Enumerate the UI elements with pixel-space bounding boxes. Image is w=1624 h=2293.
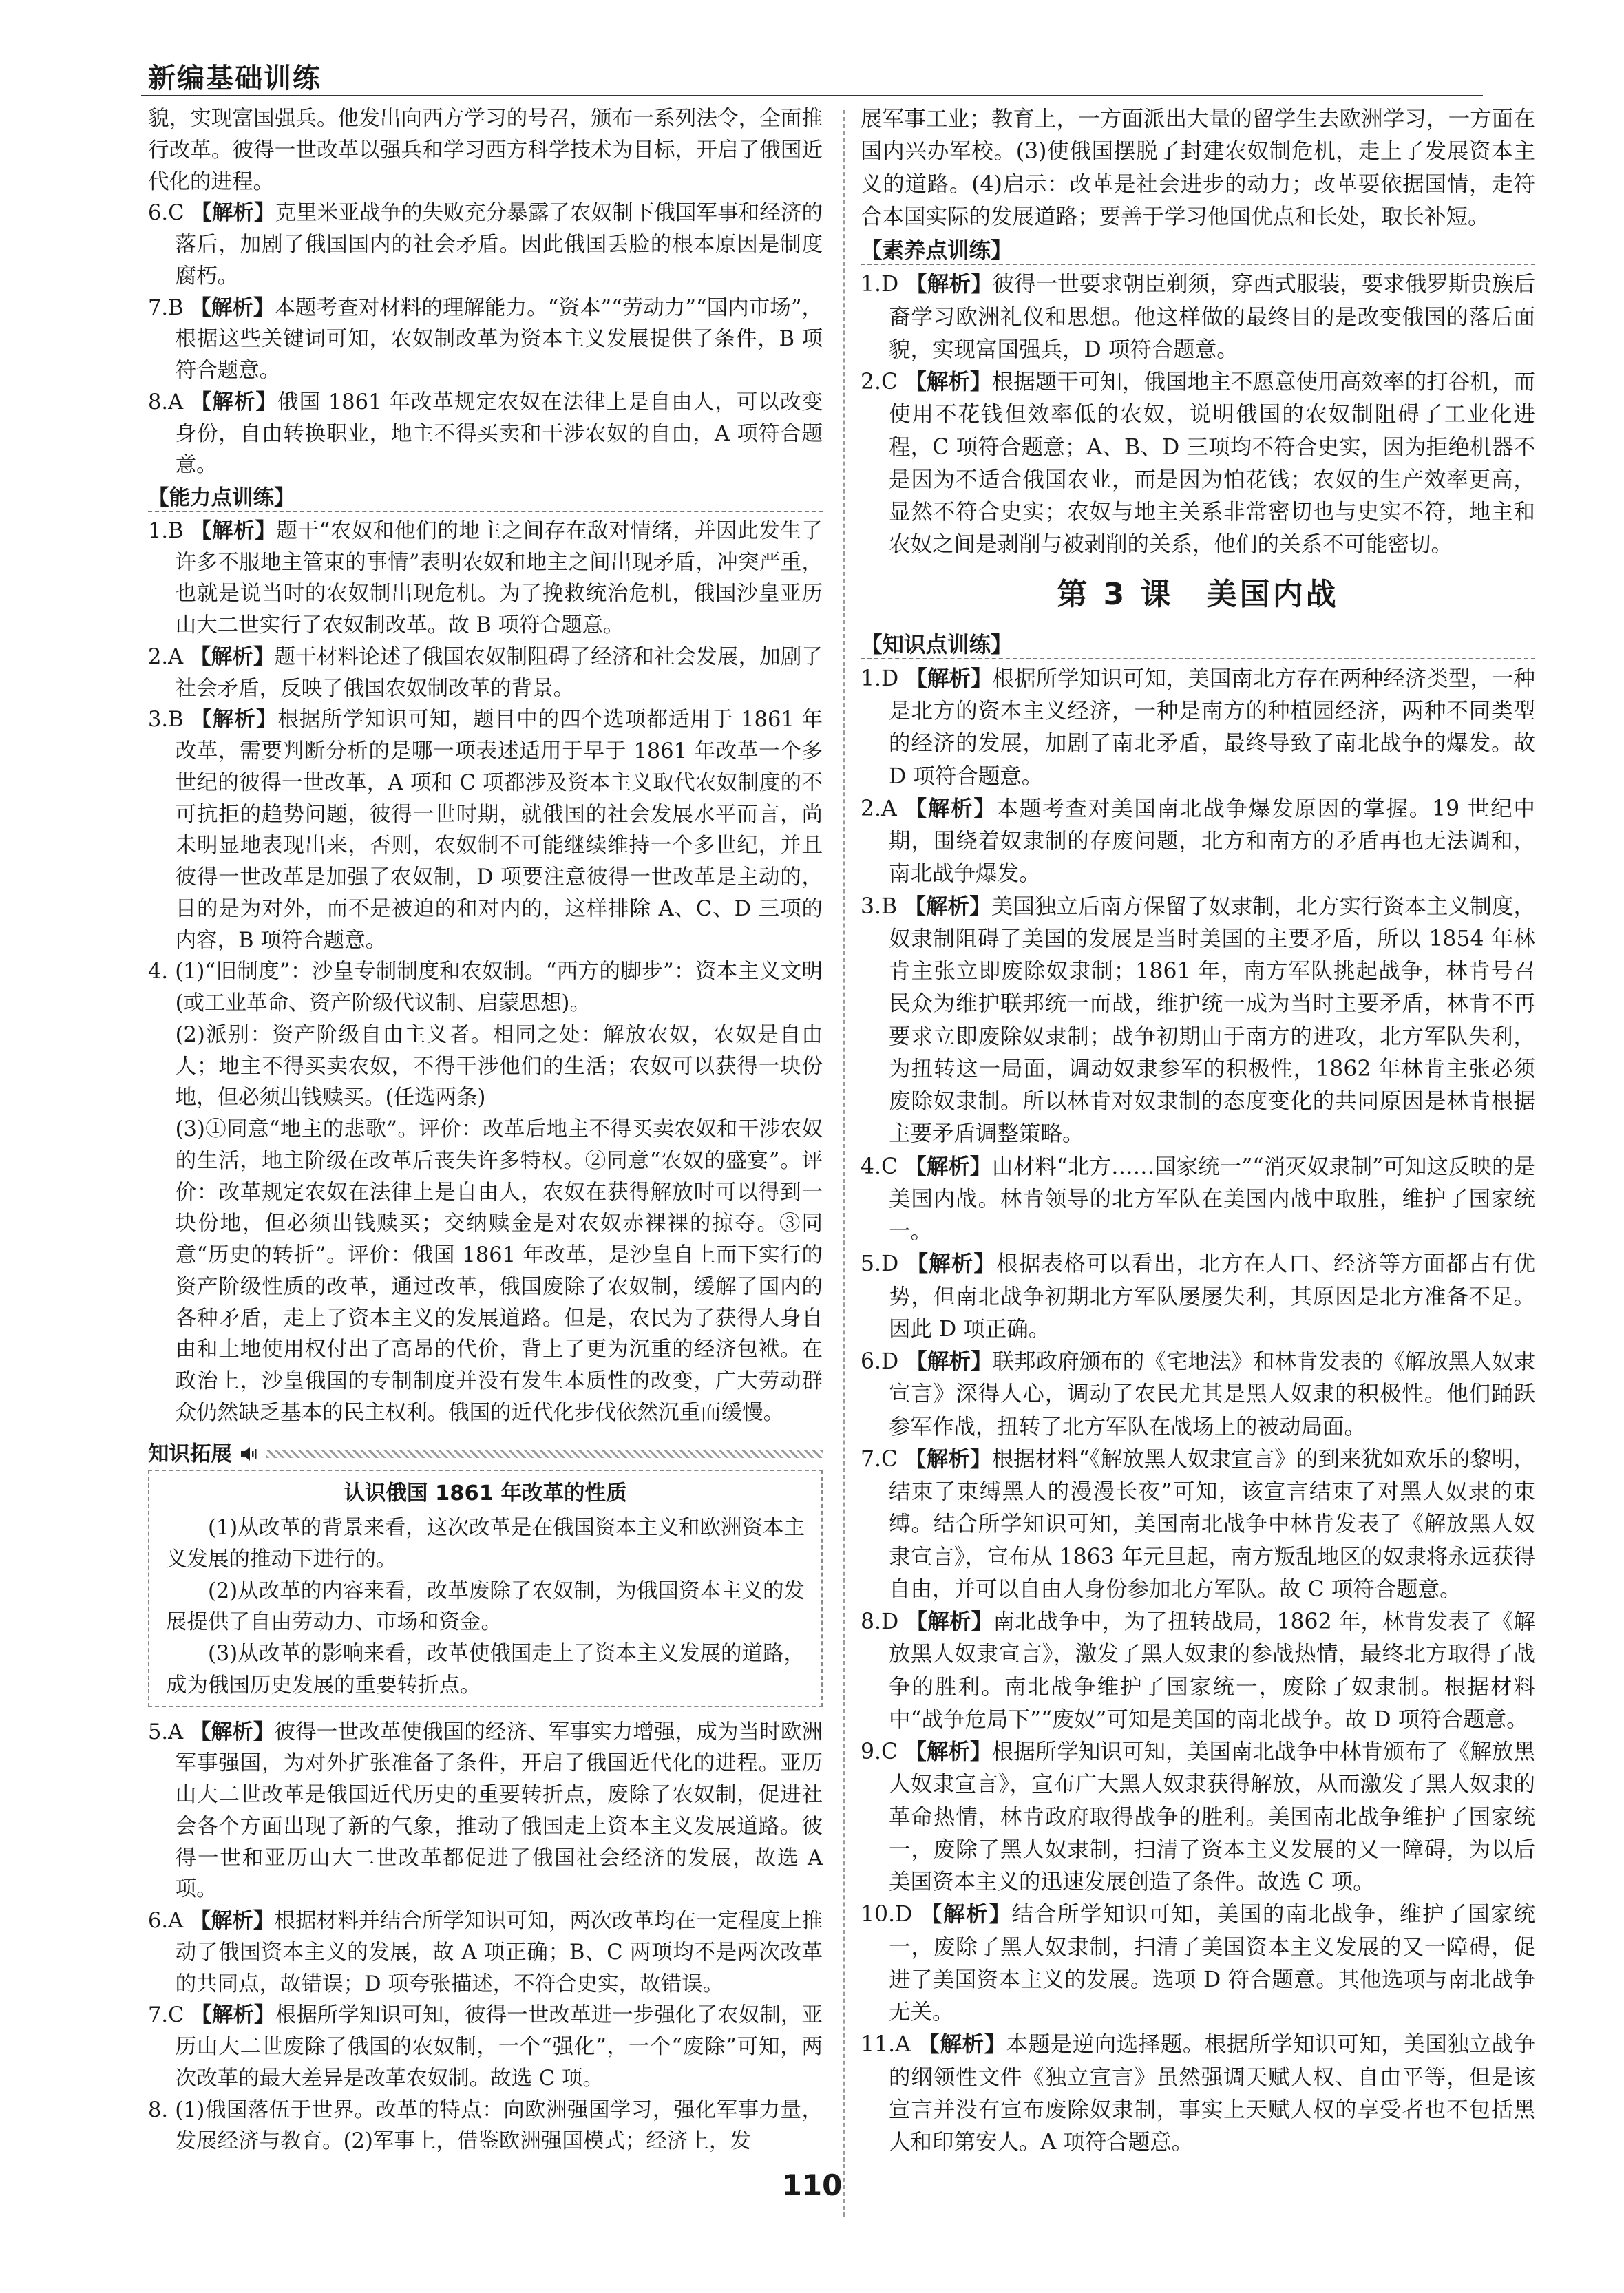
analysis-tag: 【解析】 <box>905 1446 992 1472</box>
knowledge-extension-label: 知识拓展 <box>148 1441 232 1466</box>
answer-number: 7.B <box>148 295 191 320</box>
analysis-tag: 【解析】 <box>905 272 993 297</box>
answer-text: 本题是逆向选择题。根据所学知识可知，美国独立战争的纲领性文件《独立宣言》虽然强调天赋人权、自由平等，但是该宣言并没有宣布废除奴隶制，事实上天赋人权的享受者也不包括黑人和印第安人。A 项符合题意。 <box>888 2032 1535 2155</box>
knowledge-extension-title: 认识俄国 1861 年改革的性质 <box>344 1481 627 1506</box>
answer-text: 根据题干可知，俄国地主不愿意使用高效率的打谷机，而使用不花钱但效率低的农奴，说明俄国的农奴制阻碍了工业化进程，C 项符合题意；A、B、D 三项均不符合史实，因为拒绝机器不是因为不适合俄国农业，而是因为怕花钱；农奴的生产效率更高，显然不符合史实；农奴与地主关系非常密切也与史实不符，地主和农奴之间是剥削与被剥削的关系，他们的关系不可能密切。 <box>888 370 1535 558</box>
knowledge-extension-header <box>148 1439 823 1470</box>
answer-number: 10.D <box>861 1902 920 1927</box>
answer-number: 9.C <box>861 1740 905 1764</box>
right-answer-list-2 <box>861 663 1535 2159</box>
answer-text: (1)俄国落伍于世界。改革的特点：向欧洲强国学习，强化军事力量，发展经济与教育。(2)军事上，借鉴欧洲强国模式；经济上，发 <box>175 2097 823 2154</box>
analysis-tag: 【解析】 <box>906 1251 997 1277</box>
answer-text: 彼得一世改革使俄国的经济、军事实力增强，成为当时欧洲军事强国，为对外扩张准备了条件，开启了俄国近代化的进程。亚历山大二世改革是俄国近代历史的重要转折点，废除了农奴制，促进社会各个方面出现了新的气象，推动了俄国走上资本主义发展道路。彼得一世和亚历山大二世改革都促进了俄国社会经济的发展，故选 A 项。 <box>175 1720 823 1902</box>
answer-text: 题干“农奴和他们的地主之间存在敌对情绪，并因此发生了许多不服地主管束的事情”表明农奴和地主之间出现矛盾，冲突严重，也就是说当时的农奴制出现危机。为了挽救统治危机，俄国沙皇亚历山大二世实行了农奴制改革。故 B 项符合题意。 <box>175 518 823 637</box>
answer-item <box>861 1346 1535 1444</box>
answer-item <box>148 516 823 642</box>
answer-item <box>148 1717 823 1906</box>
answer-text: 题干材料论述了俄国农奴制阻碍了经济和社会发展，加剧了社会矛盾，反映了俄国农奴制改革的背景。 <box>175 644 823 701</box>
analysis-tag: 【解析】 <box>191 708 278 732</box>
analysis-tag: 【解析】 <box>190 518 277 543</box>
answer-text: 根据所学知识可知，题目中的四个选项都适用于 1861 年改革，需要判断分析的是哪一项表述适用于早于 1861 年改革一个多世纪的彼得一世改革，A 项和 C 项都涉及资本主义取代农奴制度的不可抗拒的趋势问题，彼得一世时期，就俄国的社会发展水平而言，尚未明显地表现出来，否则，农奴制不可能继续维持一个多世纪，并且彼得一世改革是加强了农奴制，D 项要注意彼得一世改革是主动的，目的是为对外，而不是被迫的和对内的，这样排除 A、C、D 三项的内容，B 项符合题意。 <box>175 708 823 953</box>
answer-item <box>148 956 823 1019</box>
answer-text: 美国独立后南方保留了奴隶制，北方实行资本主义制度，奴隶制阻碍了美国的发展是当时美国的主要矛盾，所以 1854 年林肯主张立即废除奴隶制；1861 年，南方军队挑起战争，林肯号召民众为维护联邦统一而战，维护统一成为当时主要矛盾，林肯不再要求立即废除奴隶制；战争初期由于南方的进攻，北方军队失利，为扭转这一局面，调动奴隶参军的积极性，1862 年林肯主张必须废除奴隶制。所以林肯对奴隶制的态度变化的共同原因是林肯根据主要矛盾调整策略。 <box>888 894 1535 1147</box>
analysis-tag: 【解析】 <box>918 2032 1006 2058</box>
answer-number: 8.D <box>861 1609 906 1634</box>
answer-text: 俄国 1861 年改革规定农奴在法律上是自由人，可以改变身份，自由转换职业，地主不得买卖和干涉农奴的自由，A 项符合题意。 <box>175 390 823 478</box>
answer-item <box>148 198 823 292</box>
paragraph: (3)①同意“地主的悲歌”。评价：改革后地主不得买卖农奴和干涉农奴的生活，地主阶级在改革后丧失许多特权。②同意“农奴的盛宴”。评价：改革规定农奴在法律上是自由人，农奴在获得解放时可以得到一块份地，但必须出钱赎买；交纳赎金是对农奴赤裸裸的掠夺。③同意“历史的转折”。评价：俄国 1861 年改革，是沙皇自上而下实行的资产阶级性质的改革，通过改革，俄国废除了农奴制，缓解了国内的各种矛盾，走上了资本主义的发展道路。但是，农民为了获得人身自由和土地使用权付出了高昂的代价，背上了更为沉重的经济包袱。在政治上，沙皇俄国的专制制度并没有发生本质性的改变，广大劳动群众仍然缺乏基本的民主权利。俄国的近代化步伐依然沉重而缓慢。 <box>175 1117 823 1425</box>
right-continuation-paragraph: 展军事工业；教育上，一方面派出大量的留学生去欧洲学习，一方面在国内兴办军校。(3)使俄国摆脱了封建农奴制危机，走上了发展资本主义的道路。(4)启示：改革是社会进步的动力；改革要依据国情，走符合本国实际的发展道路；要善于学习他国优点和长处，取长补短。 <box>861 107 1535 229</box>
answer-text: 南北战争中，为了扭转战局，1862 年，林肯发表了《解放黑人奴隶宣言》，激发了黑人奴隶的参战热情，最终北方取得了战争的胜利。南北战争维护了国家统一，废除了奴隶制。根据材料中“战争危局下”“废奴”可知是美国的南北战争。故 D 项符合题意。 <box>888 1609 1535 1732</box>
answer-item <box>861 1151 1535 1249</box>
analysis-tag: 【解析】 <box>191 201 275 226</box>
answer-text: 根据所学知识可知，彼得一世改革进一步强化了农奴制，亚历山大二世废除了俄国的农奴制，一个“强化”，一个“废除”可知，两次改革的最大差异是改革农奴制。故选 C 项。 <box>175 2003 823 2091</box>
answer-number: 8. <box>148 2097 176 2122</box>
answer-item <box>861 1248 1535 1346</box>
left-answer-list-1 <box>148 198 823 481</box>
answer-text: 由材料“北方……国家统一”“消灭奴隶制”可知这反映的是美国内战。林肯领导的北方军队在美国内战中取胜，维护了国家统一。 <box>888 1154 1535 1244</box>
knowledge-extension-paragraphs <box>166 1512 805 1702</box>
answer-text: 根据材料并结合所学知识可知，两次改革均在一定程度上推动了俄国资本主义的发展，故 A 项正确；B、C 两项均不是两次改革的共同点，故错误；D 项夸张描述，不符合史实，故错误。 <box>175 1909 823 1996</box>
answer-item <box>148 642 823 705</box>
left-column <box>148 103 823 2157</box>
answer-number: 2.A <box>861 796 905 821</box>
analysis-tag: 【解析】 <box>905 1154 992 1179</box>
answer-item <box>148 2000 823 2094</box>
analysis-tag: 【解析】 <box>189 644 275 669</box>
answer-number: 4. <box>148 960 176 984</box>
answer-number: 5.A <box>148 1720 190 1744</box>
analysis-tag: 【解析】 <box>905 796 997 821</box>
left-q4-parts <box>148 1019 823 1429</box>
page-number: 110 <box>781 2168 843 2202</box>
header-rule <box>141 95 1483 96</box>
answer-number: 1.B <box>148 518 191 543</box>
analysis-tag: 【解析】 <box>904 894 991 919</box>
answer-number: 6.D <box>861 1349 906 1374</box>
answer-item <box>148 1905 823 2000</box>
analysis-tag: 【解析】 <box>905 1349 993 1374</box>
answer-number: 7.C <box>148 2003 191 2028</box>
knowledge-extension-box <box>148 1470 823 1706</box>
answer-text: 联邦政府颁布的《宅地法》和林肯发表的《解放黑人奴隶宣言》深得人心，调动了农民尤其是黑人奴隶的积极性。他们踊跃参军作战，扭转了北方军队在战场上的被动局面。 <box>888 1349 1535 1439</box>
answer-item <box>861 1899 1535 2029</box>
answer-text: 克里米亚战争的失败充分暴露了农奴制下俄国军事和经济的落后，加剧了俄国国内的社会矛盾。因此俄国丢脸的根本原因是制度腐朽。 <box>175 201 823 288</box>
analysis-tag: 【解析】 <box>905 1740 992 1764</box>
left-answer-list-3 <box>148 1717 823 2158</box>
answer-text: 根据所学知识可知，美国南北战争中林肯颁布了《解放黑人奴隶宣言》，宣布广大黑人奴隶获得解放，从而激发了黑人奴隶的革命热情，林肯政府取得战争的胜利。美国南北战争维护了国家统一，废除了黑人奴隶制，扫清了资本主义发展的又一障碍，为以后美国资本主义的迅速发展创造了条件。故选 C 项。 <box>888 1740 1535 1894</box>
analysis-tag: 【解析】 <box>189 1720 275 1744</box>
answer-item <box>148 2095 823 2158</box>
answer-item <box>148 387 823 481</box>
analysis-tag: 【解析】 <box>905 370 992 394</box>
analysis-tag: 【解析】 <box>191 2003 275 2028</box>
paragraph: (2)从改革的内容来看，改革废除了农奴制，为俄国资本主义的发展提供了自由劳动力、市场和资金。 <box>166 1578 805 1635</box>
analysis-tag: 【解析】 <box>905 666 993 691</box>
answer-number: 11.A <box>861 2032 918 2058</box>
section-heading-literacy: 【素养点训练】 <box>861 235 1535 267</box>
right-column <box>861 103 1535 2159</box>
answer-number: 8.A <box>148 390 191 414</box>
answer-item <box>861 2029 1535 2159</box>
analysis-tag: 【解析】 <box>190 390 278 414</box>
answer-text: 根据表格可以看出，北方在人口、经济等方面都占有优势，但南北战争初期北方军队屡屡失利，其原因是北方准备不足。因此 D 项正确。 <box>888 1251 1535 1342</box>
answer-text: (1)“旧制度”：沙皇专制制度和农奴制。“西方的脚步”：资本主义文明(或工业革命、资产阶级代议制、启蒙思想)。 <box>175 960 823 1015</box>
answer-number: 3.B <box>861 894 905 919</box>
answer-text: 结合所学知识可知，美国的南北战争，维护了国家统一，废除了黑人奴隶制，扫清了美国资本主义发展的又一障碍，促进了美国资本主义的发展。选项 D 符合题意。其他选项与南北战争无关。 <box>888 1902 1535 2025</box>
answer-item <box>861 1444 1535 1606</box>
answer-item <box>861 366 1535 562</box>
lesson-title: 第 3 课 美国内战 <box>1057 576 1339 612</box>
answer-number: 3.B <box>148 708 191 732</box>
answer-text: 本题考查对材料的理解能力。“资本”“劳动力”“国内市场”，根据这些关键词可知，农奴制改革为资本主义发展提供了条件，B 项符合题意。 <box>175 295 823 383</box>
answer-item <box>148 293 823 387</box>
answer-text: 根据所学知识可知，美国南北方存在两种经济类型，一种是北方的资本主义经济，一种是南方的种植园经济，两种不同类型的经济的发展，加剧了南北矛盾，最终导致了南北战争的爆发。故 D 项符合题意。 <box>888 666 1535 789</box>
section-heading-knowledge: 【知识点训练】 <box>861 629 1535 662</box>
answer-item <box>861 1606 1535 1736</box>
answer-item <box>861 793 1535 891</box>
section-heading-ability: 【能力点训练】 <box>148 483 823 514</box>
answer-item <box>148 704 823 956</box>
right-answer-list-1 <box>861 268 1535 561</box>
analysis-tag: 【解析】 <box>189 1909 275 1933</box>
answer-text: 彼得一世要求朝臣剃须，穿西式服装，要求俄罗斯贵族后裔学习欧洲礼仪和思想。他这样做的最终目的是改变俄国的落后面貌，实现富国强兵，D 项符合题意。 <box>888 272 1535 362</box>
answer-number: 2.C <box>861 370 905 394</box>
answer-text: 根据材料“《解放黑人奴隶宣言》的到来犹如欢乐的黎明，结束了束缚黑人的漫漫长夜”可知，该宣言结束了对黑人奴隶的束缚。结合所学知识可知，美国南北战争中林肯发表了《解放黑人奴隶宣言》，宣布从 1863 年元旦起，南方叛乱地区的奴隶将永远获得自由，并可以自由人身份参加北方军队。故 C 项符合题意。 <box>888 1446 1535 1602</box>
answer-number: 2.A <box>148 644 190 669</box>
analysis-tag: 【解析】 <box>920 1902 1012 1927</box>
answer-item <box>861 268 1535 366</box>
answer-text: 本题考查对美国南北战争爆发原因的掌握。19 世纪中期，围绕着奴隶制的存废问题，北方和南方的矛盾再也无法调和，南北战争爆发。 <box>888 796 1535 887</box>
analysis-tag: 【解析】 <box>905 1609 993 1634</box>
paragraph: (3)从改革的影响来看，改革使俄国走上了资本主义发展的道路，成为俄国历史发展的重要转折点。 <box>166 1642 805 1698</box>
answer-number: 1.D <box>861 272 906 297</box>
answer-number: 5.D <box>861 1251 907 1277</box>
answer-number: 1.D <box>861 666 906 691</box>
analysis-tag: 【解析】 <box>190 295 275 320</box>
answer-item <box>861 1736 1535 1899</box>
answer-item <box>861 891 1535 1151</box>
answer-number: 4.C <box>861 1154 905 1179</box>
left-intro-paragraph: 貌，实现富国强兵。他发出向西方学习的号召，颁布一系列法令，全面推行改革。彼得一世改革以强兵和学习西方科学技术为目标，开启了俄国近代化的进程。 <box>148 107 823 194</box>
answer-number: 6.C <box>148 201 191 226</box>
page-header-title: 新编基础训练 <box>148 63 321 94</box>
answer-number: 6.A <box>148 1909 190 1933</box>
paragraph: (2)派别：资产阶级自由主义者。相同之处：解放农奴，农奴是自由人；地主不得买卖农奴，不得干涉他们的生活；农奴可以获得一块份地，但必须出钱赎买。(任选两条) <box>175 1022 823 1110</box>
column-divider <box>843 110 845 2217</box>
speaker-icon <box>239 1444 260 1464</box>
left-answer-list-2 <box>148 516 823 1019</box>
paragraph: (1)从改革的背景来看，这次改革是在俄国资本主义和欧洲资本主义发展的推动下进行的。 <box>166 1516 805 1572</box>
hatch-rule <box>266 1450 823 1458</box>
answer-number: 7.C <box>861 1446 905 1472</box>
answer-item <box>861 663 1535 793</box>
